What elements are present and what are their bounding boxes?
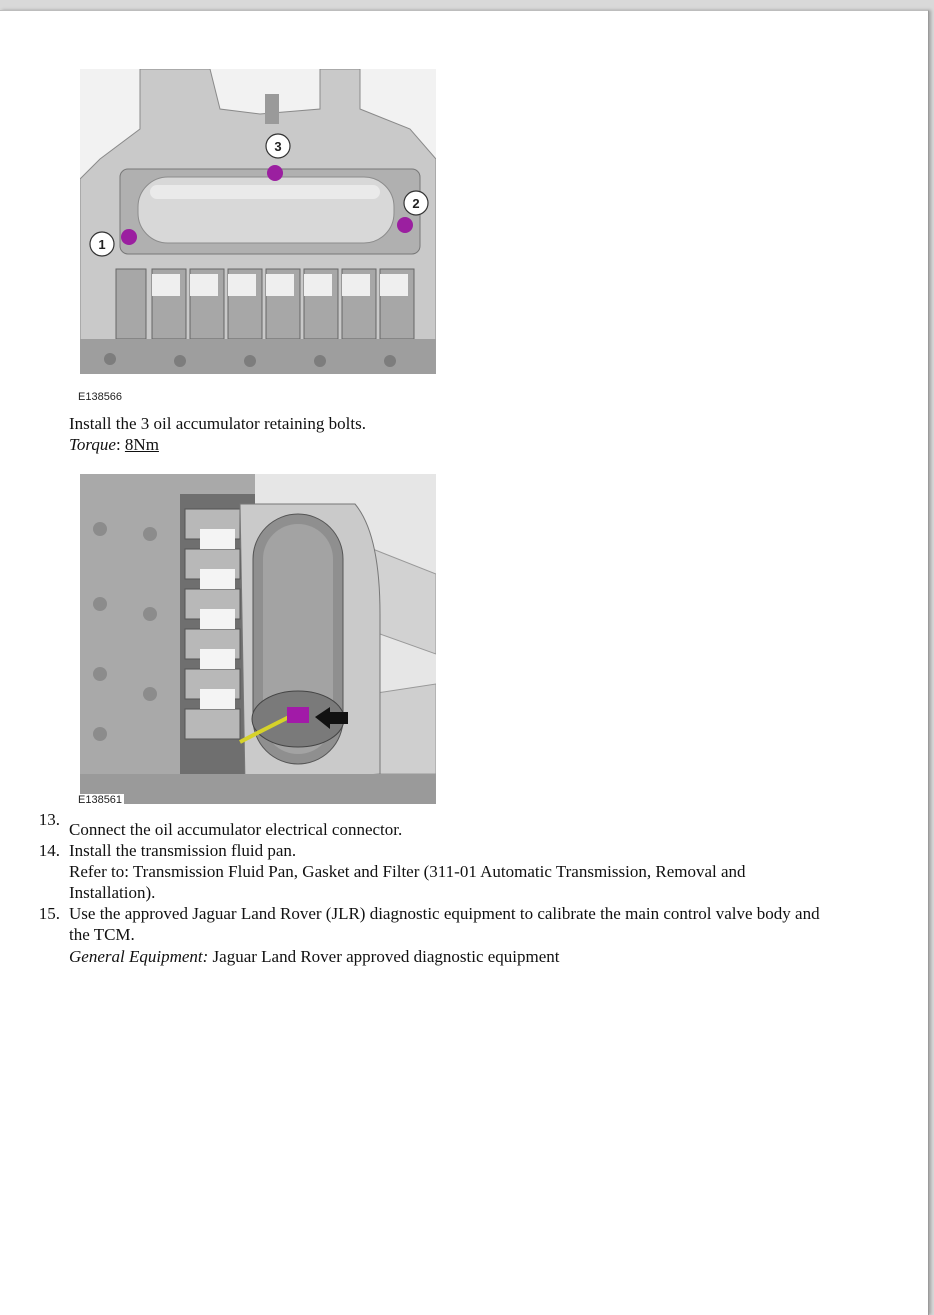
torque-separator: : <box>115 435 125 454</box>
callout-3: 3 <box>274 139 282 154</box>
step-13-number: 13. <box>38 810 60 829</box>
step-12-text: Install the 3 oil accumulator retaining bolts. <box>69 414 366 433</box>
step-14-text: Install the transmission fluid pan. <box>69 841 297 860</box>
step-12-torque <box>69 434 159 455</box>
step-13-text: Connect the oil accumulator electrical connector. <box>69 820 403 839</box>
figure-1-code: E138566 <box>78 391 123 403</box>
step-15-number: 15. <box>38 904 60 923</box>
equipment-label: General Equipment: <box>69 947 209 966</box>
step-15-equipment <box>69 946 560 967</box>
document-page <box>0 10 929 1315</box>
torque-label: Torque <box>69 435 116 454</box>
step-15-line-1: Use the approved Jaguar Land Rover (JLR) diagnostic equipment to calibrate the main control valve body and <box>69 904 820 923</box>
figure-accumulator-bolts <box>80 69 436 374</box>
step-14-number: 14. <box>38 841 60 860</box>
callout-1: 1 <box>98 237 106 252</box>
figure-accumulator-connector <box>80 474 436 804</box>
step-14-reference-line-2: Installation). <box>69 883 156 902</box>
step-14-reference-line-1: Refer to: Transmission Fluid Pan, Gasket and Filter (311-01 Automatic Transmission, Removal and <box>69 862 746 881</box>
torque-value: 8Nm <box>124 435 159 454</box>
figure-2-code: E138561 <box>78 794 123 806</box>
step-15-line-2: the TCM. <box>69 925 135 944</box>
callout-2: 2 <box>412 196 420 211</box>
equipment-value: Jaguar Land Rover approved diagnostic equipment <box>208 947 560 966</box>
